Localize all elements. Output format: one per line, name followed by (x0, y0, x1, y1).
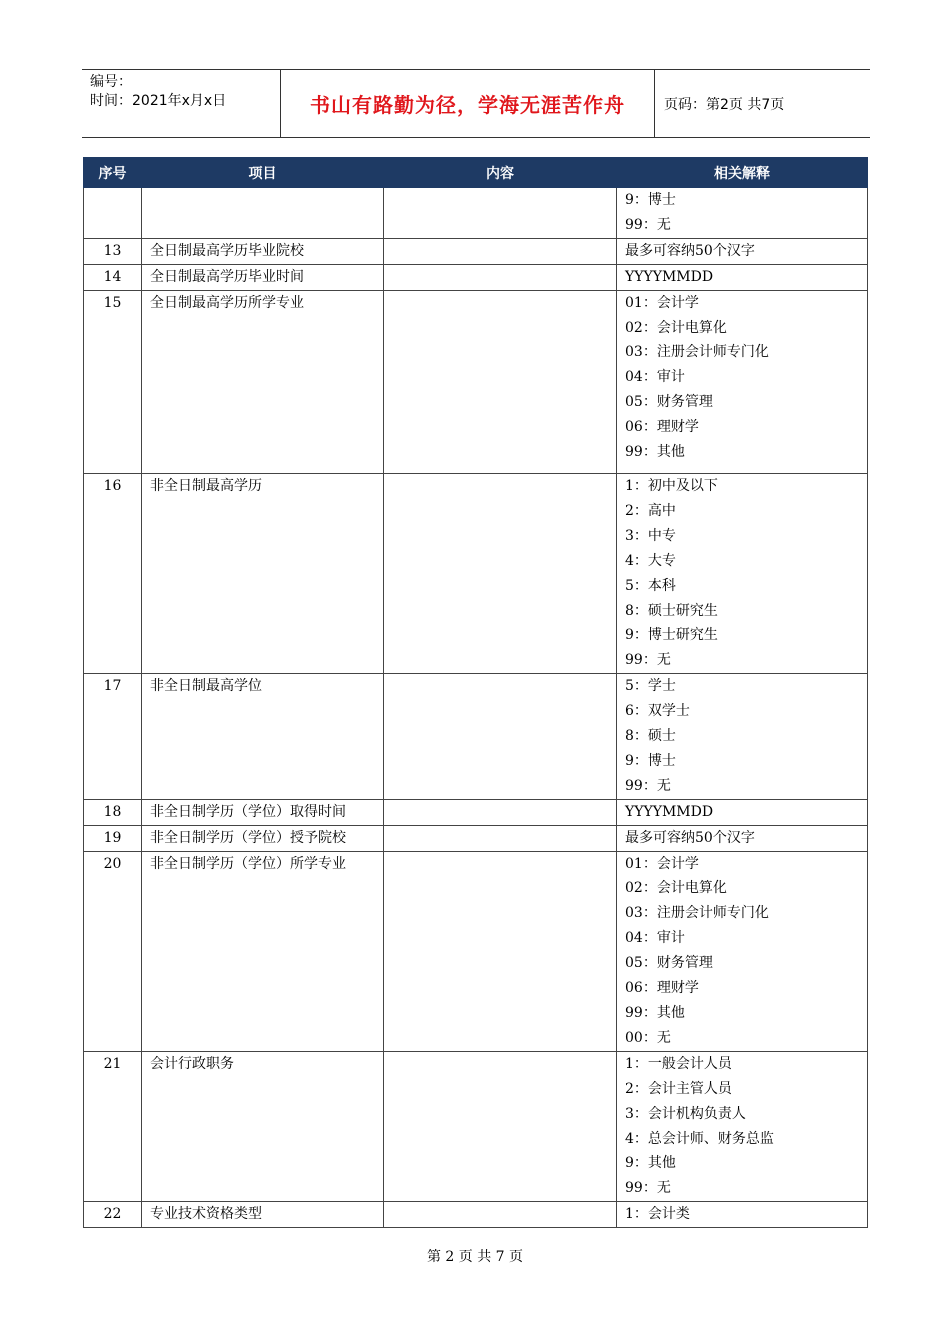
row-content (384, 1051, 617, 1201)
header-page-info: 页码：第2页 共7页 (664, 96, 785, 113)
note-line: 9：博士研究生 (625, 627, 718, 644)
row-number (84, 188, 142, 239)
row-item: 非全日制学历（学位）取得时间 (142, 799, 384, 825)
row-number: 22 (84, 1202, 142, 1228)
row-notes (617, 188, 868, 239)
note-line: 3：会计机构负责人 (625, 1105, 746, 1122)
page-footer: 第 2 页 共 7 页 (426, 1249, 524, 1265)
row-item: 非全日制学历（学位）授予院校 (142, 825, 384, 851)
table-row (84, 188, 868, 239)
col-header-content: 内容 (384, 158, 617, 188)
row-notes (617, 1202, 868, 1228)
table-row (84, 825, 868, 851)
note-line: 00：无 (625, 1029, 671, 1046)
row-number: 19 (84, 825, 142, 851)
row-notes (617, 1051, 868, 1201)
page-header (82, 69, 870, 138)
row-content (384, 188, 617, 239)
row-item: 全日制最高学历毕业时间 (142, 264, 384, 290)
row-item: 非全日制最高学历 (142, 473, 384, 673)
row-notes (617, 473, 868, 673)
table-row (84, 799, 868, 825)
document-date: 时间：2021年x月x日 (90, 93, 227, 109)
row-content (384, 290, 617, 473)
document-number-label: 编号： (90, 74, 132, 90)
table-row (84, 1202, 868, 1228)
note-line: 6：双学士 (625, 703, 690, 720)
note-line: 01：会计学 (625, 855, 699, 872)
note-line: YYYYMMDD (625, 803, 714, 820)
note-line: YYYYMMDD (625, 268, 714, 285)
col-header-item: 项目 (142, 158, 384, 188)
note-line: 9：博士 (625, 752, 676, 769)
row-number: 14 (84, 264, 142, 290)
row-notes (617, 290, 868, 473)
note-line: 最多可容纳50个汉字 (625, 242, 755, 259)
row-content (384, 238, 617, 264)
note-line: 3：中专 (625, 527, 676, 544)
row-number: 18 (84, 799, 142, 825)
table-row (84, 473, 868, 673)
note-line: 99：无 (625, 777, 671, 794)
table-row (84, 674, 868, 800)
note-line: 2：会计主管人员 (625, 1080, 732, 1097)
table-row (84, 1051, 868, 1201)
row-number: 13 (84, 238, 142, 264)
row-notes (617, 851, 868, 1051)
note-line: 1：初中及以下 (625, 477, 718, 494)
table-row (84, 851, 868, 1051)
note-line: 5：本科 (625, 577, 676, 594)
note-line: 02：会计电算化 (625, 880, 727, 897)
note-line: 99：无 (625, 216, 671, 233)
note-line: 99：其他 (625, 1005, 685, 1021)
table-row (84, 290, 868, 473)
note-line: 2：高中 (625, 502, 676, 519)
header-motto-cell (281, 70, 655, 137)
note-line: 99：无 (625, 1180, 671, 1197)
note-line: 8：硕士研究生 (625, 602, 718, 619)
row-content (384, 674, 617, 800)
note-line: 06：理财学 (625, 980, 699, 997)
table-row (84, 264, 868, 290)
note-line: 04：审计 (625, 930, 685, 947)
row-notes (617, 825, 868, 851)
note-line: 02：会计电算化 (625, 319, 727, 336)
note-line: 5：学士 (625, 678, 676, 695)
note-line: 8：硕士 (625, 728, 676, 745)
note-line: 1：一般会计人员 (625, 1055, 732, 1072)
row-notes (617, 674, 868, 800)
row-item: 全日制最高学历毕业院校 (142, 238, 384, 264)
row-notes (617, 238, 868, 264)
row-content (384, 264, 617, 290)
table-header-row (84, 158, 868, 188)
row-content (384, 851, 617, 1051)
row-number: 17 (84, 674, 142, 800)
data-dictionary-table (83, 157, 868, 1228)
note-line: 01：会计学 (625, 294, 699, 311)
row-number: 21 (84, 1051, 142, 1201)
row-notes (617, 264, 868, 290)
note-line: 03：注册会计师专门化 (625, 905, 769, 922)
row-item: 非全日制最高学位 (142, 674, 384, 800)
row-content (384, 825, 617, 851)
note-line: 最多可容纳50个汉字 (625, 829, 755, 846)
row-number: 20 (84, 851, 142, 1051)
note-line: 05：财务管理 (625, 955, 713, 972)
row-item: 非全日制学历（学位）所学专业 (142, 851, 384, 1051)
table-row (84, 238, 868, 264)
row-number: 16 (84, 473, 142, 673)
row-content (384, 1202, 617, 1228)
note-line: 1：会计类 (625, 1206, 690, 1223)
note-line: 03：注册会计师专门化 (625, 344, 769, 361)
row-content (384, 473, 617, 673)
note-line: 4：大专 (625, 552, 676, 569)
row-item: 全日制最高学历所学专业 (142, 290, 384, 473)
table-body (84, 188, 868, 1228)
row-item: 专业技术资格类型 (142, 1202, 384, 1228)
note-line: 04：审计 (625, 369, 685, 386)
row-item: 会计行政职务 (142, 1051, 384, 1201)
header-motto: 书山有路勤为径，学海无涯苦作舟 (310, 93, 625, 117)
row-item (142, 188, 384, 239)
note-line: 05：财务管理 (625, 394, 713, 411)
note-line: 9：其他 (625, 1155, 676, 1172)
note-line: 4：总会计师、财务总监 (625, 1130, 774, 1147)
note-line: 99：无 (625, 652, 671, 669)
row-number: 15 (84, 290, 142, 473)
header-meta (82, 70, 281, 137)
row-notes (617, 799, 868, 825)
col-header-no: 序号 (84, 158, 142, 188)
row-content (384, 799, 617, 825)
note-line: 06：理财学 (625, 419, 699, 436)
note-line: 9：博士 (625, 192, 676, 208)
note-line: 99：其他 (625, 444, 685, 461)
col-header-notes: 相关解释 (617, 158, 868, 188)
